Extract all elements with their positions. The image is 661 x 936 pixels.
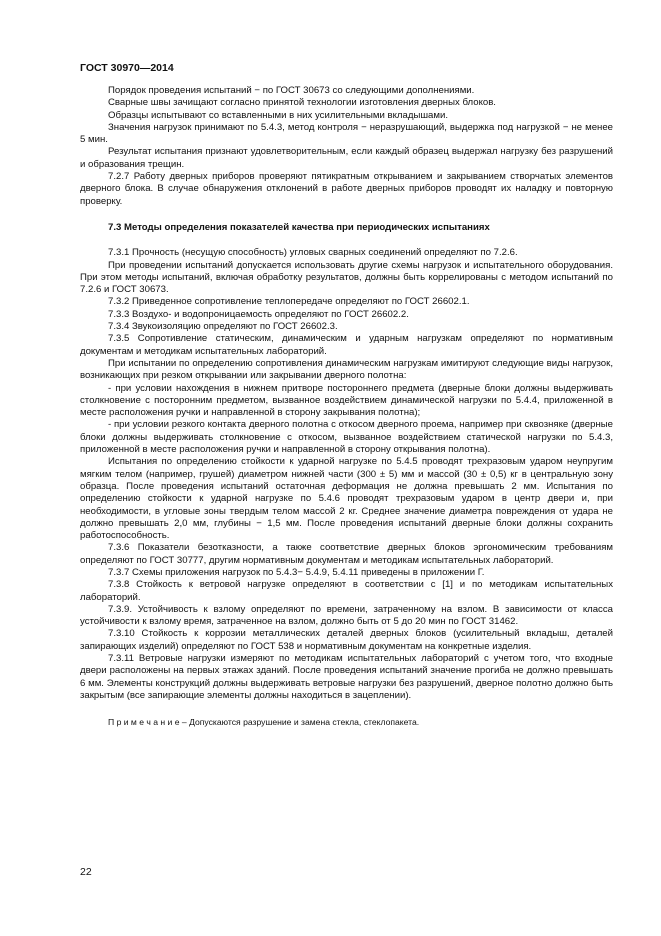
list-item: - при условии нахождения в нижнем притворе постороннего предмета (дверные блоки должны выдерживать столкновение с посторонним предметом, вызванное воздействием динамической нагрузки по 5.4.4, приложенной в месте расположения ручки и направленной в сторону закрывания полотна);: [80, 382, 613, 419]
paragraph: 7.3.2 Приведенное сопротивление теплопередаче определяют по ГОСТ 26602.1.: [108, 296, 470, 308]
paragraph: 7.3.10 Стойкость к коррозии металлических деталей дверных блоков (усилительный вкладыш, деталей запирающих изделий) определяют по ГОСТ 538 и нормативным документам на конкретные изделия.: [80, 628, 613, 652]
paragraph: Результат испытания признают удовлетворительным, если каждый образец выдержал нагрузку без разрушений и образования трещин.: [80, 146, 613, 170]
paragraph: Сварные швы зачищают согласно принятой технологии изготовления дверных блоков.: [108, 97, 496, 109]
note-label: П р и м е ч а н и е: [108, 717, 180, 728]
paragraph: При испытании по определению сопротивления динамическим нагрузкам имитируют следующие виды нагрузок, возникающих при резком открывании или закрывании дверного полотна:: [80, 357, 613, 382]
paragraph: 7.3.5 Сопротивление статическим, динамическим и ударным нагрузкам определяют по нормативным документам и методикам испытательных лабораторий.: [80, 333, 613, 357]
paragraph: 7.3.11 Ветровые нагрузки измеряют по методикам испытательных лабораторий с учетом того, что входные двери расположены на первых этажах зданий. После проведения испытаний значение прогиба не должно превышать 6 мм. Элементы конструкций должны выдерживать ветровые нагрузки без разрушений, дверное полотно должно быть закрытым (все запирающие элементы должны находиться в зацеплении).: [80, 653, 613, 701]
paragraph: Образцы испытывают со вставленными в них усилительными вкладышами.: [108, 109, 448, 121]
paragraph: Значения нагрузок принимают по 5.4.3, метод контроля − неразрушающий, выдержка под нагрузкой − не менее 5 мин.: [80, 121, 613, 146]
paragraph: 7.3.1 Прочность (несущую способность) угловых сварных соединений определяют по 7.2.6.: [108, 247, 518, 259]
document-body: [80, 85, 613, 729]
paragraph: 7.2.7 Работу дверных приборов проверяют пятикратным открыванием и закрыванием створчатых элементов дверного блока. В случае обнаружения отклонений в работе дверных приборов проводят их наладку и повторную проверку.: [80, 171, 613, 207]
paragraph: 7.3.8 Стойкость к ветровой нагрузке определяют в соответствии с [1] и по методикам испытательных лабораторий.: [80, 579, 613, 603]
paragraph: При проведении испытаний допускается использовать другие схемы нагрузок и испытательного оборудования. При этом методы испытаний, включая обработку результатов, должны быть коррелированы с методом испытаний по 7.2.6 и ГОСТ 30673.: [80, 259, 613, 296]
paragraph: Порядок проведения испытаний − по ГОСТ 30673 со следующими дополнениями.: [108, 85, 475, 96]
note-text: – Допускаются разрушение и замена стекла, стеклопакета.: [179, 717, 420, 728]
paragraph: 7.3.3 Воздухо- и водопроницаемость определяют по ГОСТ 26602.2.: [108, 308, 409, 320]
paragraph: 7.3.7 Схемы приложения нагрузок по 5.4.3− 5.4.9, 5.4.11 приведены в приложении Г.: [108, 566, 485, 578]
document-code-header: ГОСТ 30970—2014: [80, 62, 174, 74]
page-number: 22: [80, 866, 92, 878]
paragraph: 7.3.6 Показатели безотказности, а также соответствие дверных блоков эргономическим требованиям определяют по ГОСТ 30777, другим нормативным документам и методикам испытательных лабораторий.: [80, 542, 613, 566]
note: [80, 716, 613, 728]
paragraph: Испытания по определению стойкости к ударной нагрузке по 5.4.5 проводят трехразовым ударом неупругим мягким телом (например, грушей) диаметром нижней части (300 ± 5) мм и массой (30 ± 0,5) кг в центральную зону образца. После проведения испытаний остаточная деформация не должна превышать 2 мм. Испытания по определению стойкости к ударной нагрузке по 5.4.6 проводят трехразовым ударом в центр двери и, при необходимости, в угловые зоны твердым телом массой 2 кг. Среднее значение диаметра повреждения от удара не должно превышать 2,0 мм, глубины − 1,5 мм. После проведения испытаний дверные блоки должны сохранить работоспособность.: [80, 456, 613, 542]
list-item: - при условии резкого контакта дверного полотна с откосом дверного проема, например при сквозняке (дверные блоки должны выдерживать столкновение с откосом, вызванное воздействием статической нагрузки по 5.4.3, приложенной в месте расположения ручки и направленной в сторону открывания полотна).: [80, 419, 613, 456]
paragraph: 7.3.4 Звукоизоляцию определяют по ГОСТ 26602.3.: [108, 321, 338, 333]
section-title: 7.3 Методы определения показателей качества при периодических испытаниях: [108, 221, 490, 233]
paragraph: 7.3.9. Устойчивость к взлому определяют по времени, затраченному на взлом. В зависимости от класса устойчивости к взлому время, затраченное на взлом, должно быть от 5 до 20 мин по ГОСТ 31462.: [80, 603, 613, 628]
